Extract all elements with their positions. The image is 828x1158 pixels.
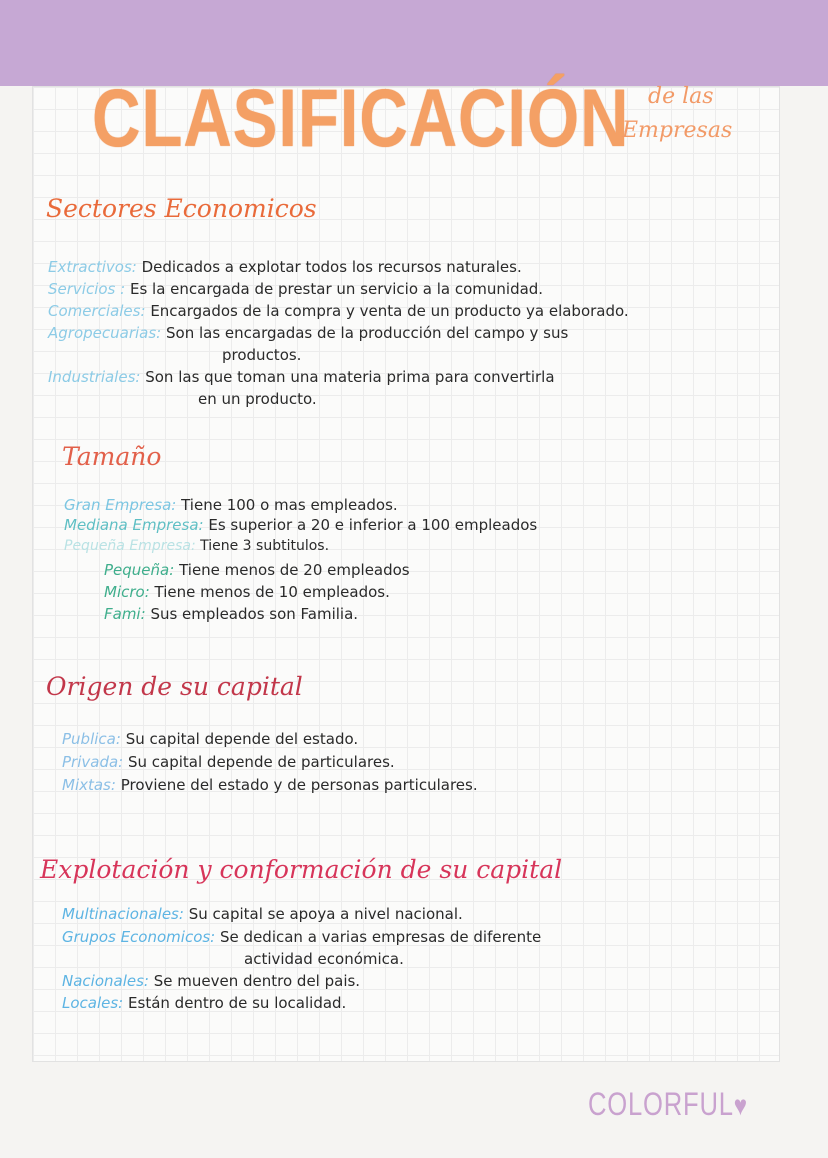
title-sub-de-las: de las [648, 84, 714, 109]
list-item: Extractivos: Dedicados a explotar todos los recursos naturales. [48, 258, 522, 276]
sub-list-item: Micro: Tiene menos de 10 empleados. [104, 583, 390, 601]
sub-list-item: Fami: Sus empleados son Familia. [104, 605, 359, 623]
sub-list-item: Pequeña: Tiene menos de 20 empleados [104, 561, 410, 579]
list-item-continuation: actividad económica. [244, 950, 404, 968]
list-item: Publica: Su capital depende del estado. [62, 730, 359, 748]
list-item: Industriales: Son las que toman una materia prima para convertirla [48, 368, 555, 386]
list-item: Privada: Su capital depende de particulares. [62, 753, 395, 771]
list-item: Locales: Están dentro de su localidad. [62, 994, 347, 1012]
list-item-continuation: en un producto. [198, 390, 317, 408]
list-item: Comerciales: Encargados de la compra y venta de un producto ya elaborado. [48, 302, 629, 320]
brand-logo: COLORFUL♥ [588, 1086, 748, 1122]
list-item: Pequeña Empresa: Tiene 3 subtitulos. [64, 538, 330, 554]
list-item: Servicios : Es la encargada de prestar un servicio a la comunidad. [48, 280, 544, 298]
title-sub-empresas: Empresas [622, 118, 733, 143]
list-item-continuation: productos. [222, 346, 302, 364]
heading-tamano: Tamaño [62, 442, 162, 471]
list-item: Multinacionales: Su capital se apoya a nivel nacional. [62, 905, 463, 923]
list-item: Mediana Empresa: Es superior a 20 e inferior a 100 empleados [64, 516, 538, 534]
list-item: Agropecuarias: Son las encargadas de la producción del campo y sus [48, 324, 569, 342]
list-item: Grupos Economicos: Se dedican a varias empresas de diferente [62, 928, 542, 946]
list-item: Mixtas: Proviene del estado y de personas particulares. [62, 776, 478, 794]
heading-origen: Origen de su capital [46, 672, 303, 701]
list-item: Gran Empresa: Tiene 100 o mas empleados. [64, 496, 398, 514]
butterfly-heart-icon: ♥ [733, 1090, 748, 1121]
list-item: Nacionales: Se mueven dentro del pais. [62, 972, 361, 990]
heading-explotacion: Explotación y conformación de su capital [40, 855, 563, 884]
page-title: CLASIFICACIÓN [92, 73, 630, 164]
heading-sectores: Sectores Economicos [46, 194, 317, 223]
